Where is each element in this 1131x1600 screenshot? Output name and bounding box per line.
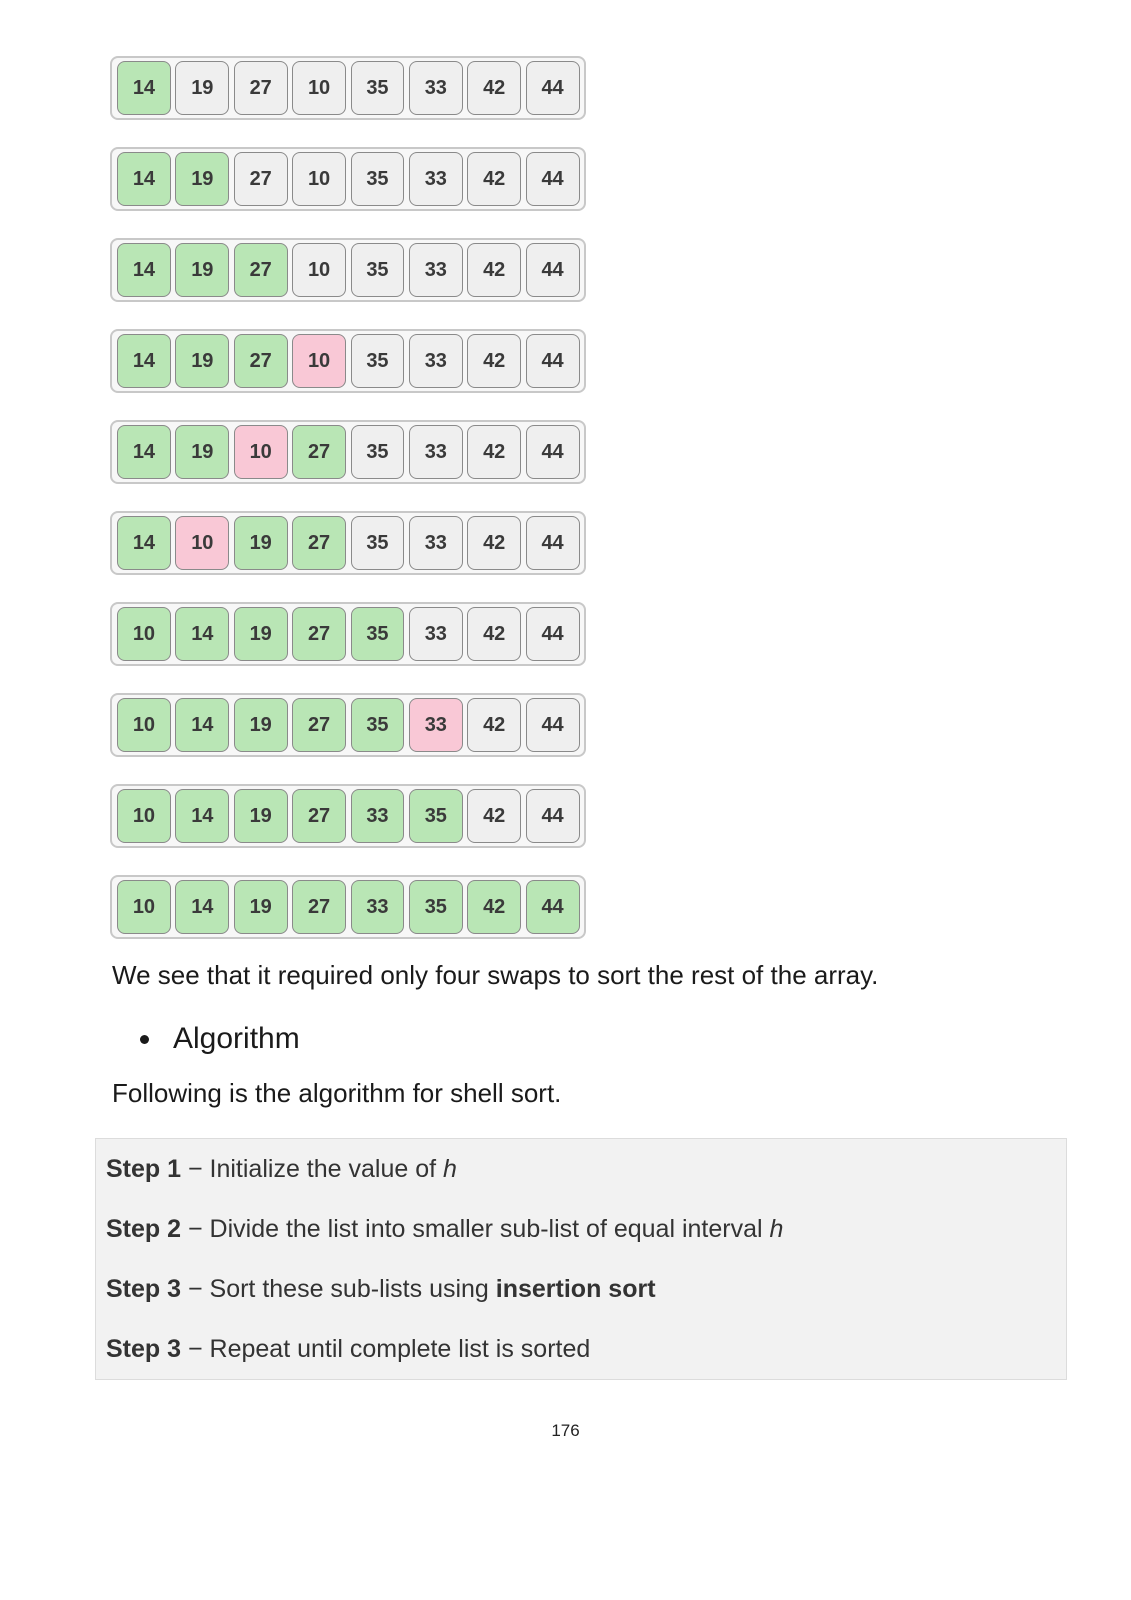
array-cell: 33 <box>409 607 463 661</box>
array-cell: 42 <box>467 880 521 934</box>
array-cell: 19 <box>175 243 229 297</box>
step-4-label: Step 3 <box>106 1335 182 1363</box>
array-cell: 33 <box>409 516 463 570</box>
step-4-text: Repeat until complete list is sorted <box>209 1335 591 1363</box>
array-row <box>110 420 586 484</box>
array-cell: 14 <box>175 698 229 752</box>
array-cell: 33 <box>409 152 463 206</box>
array-cell: 19 <box>234 698 288 752</box>
array-cell: 10 <box>117 789 171 843</box>
array-cell: 19 <box>175 334 229 388</box>
array-cell: 10 <box>117 698 171 752</box>
array-cell: 42 <box>467 61 521 115</box>
array-cell: 42 <box>467 607 521 661</box>
array-cell: 10 <box>175 516 229 570</box>
summary-paragraph: We see that it required only four swaps to sort the rest of the array. <box>112 960 879 990</box>
array-cell: 14 <box>117 334 171 388</box>
array-cell: 27 <box>292 516 346 570</box>
array-cell: 10 <box>292 334 346 388</box>
array-cell: 33 <box>351 880 405 934</box>
array-cell: 44 <box>526 425 580 479</box>
page-number: 176 <box>551 1421 580 1440</box>
array-cell: 33 <box>409 698 463 752</box>
array-cell: 33 <box>409 243 463 297</box>
step-1-label: Step 1 <box>106 1155 182 1183</box>
step-1-text: Initialize the value of <box>209 1155 444 1183</box>
array-cell: 44 <box>526 880 580 934</box>
array-cell: 35 <box>351 152 405 206</box>
array-cell: 19 <box>175 425 229 479</box>
array-row <box>110 693 586 757</box>
array-cell: 10 <box>117 880 171 934</box>
array-cell: 33 <box>409 334 463 388</box>
step-3-separator: − <box>181 1275 210 1303</box>
step-4-separator: − <box>181 1335 210 1363</box>
array-cell: 44 <box>526 607 580 661</box>
array-cell: 35 <box>351 61 405 115</box>
array-cell: 42 <box>467 152 521 206</box>
array-row <box>110 875 586 939</box>
array-cell: 44 <box>526 152 580 206</box>
array-cell: 27 <box>292 698 346 752</box>
step-3 <box>106 1267 1056 1327</box>
array-row <box>110 238 586 302</box>
array-cell: 42 <box>467 516 521 570</box>
step-3-label: Step 3 <box>106 1275 182 1303</box>
step-1 <box>106 1147 1056 1207</box>
array-cell: 14 <box>175 789 229 843</box>
array-cell: 35 <box>351 243 405 297</box>
array-cell: 14 <box>117 516 171 570</box>
array-cell: 19 <box>175 152 229 206</box>
step-1-variable: h <box>443 1155 457 1183</box>
array-cell: 27 <box>234 61 288 115</box>
step-2-variable: h <box>769 1215 784 1243</box>
array-cell: 44 <box>526 789 580 843</box>
array-cell: 14 <box>117 152 171 206</box>
array-cell: 10 <box>292 243 346 297</box>
array-row <box>110 511 586 575</box>
array-cell: 27 <box>234 334 288 388</box>
array-cell: 42 <box>467 243 521 297</box>
array-cell: 35 <box>351 425 405 479</box>
array-cell: 33 <box>409 425 463 479</box>
array-cell: 27 <box>292 880 346 934</box>
array-cell: 35 <box>409 789 463 843</box>
array-cell: 35 <box>351 334 405 388</box>
step-4 <box>106 1327 1056 1387</box>
step-2 <box>106 1207 1056 1267</box>
array-cell: 44 <box>526 334 580 388</box>
array-cell: 19 <box>234 516 288 570</box>
algorithm-steps-box <box>95 1138 1067 1380</box>
array-cell: 33 <box>351 789 405 843</box>
step-3-emphasis: insertion sort <box>495 1275 656 1303</box>
array-cell: 35 <box>409 880 463 934</box>
step-3-text: Sort these sub-lists using <box>209 1275 496 1303</box>
array-cell: 27 <box>292 789 346 843</box>
array-illustration <box>110 56 586 966</box>
array-cell: 27 <box>292 607 346 661</box>
array-cell: 14 <box>117 243 171 297</box>
array-cell: 35 <box>351 698 405 752</box>
array-cell: 44 <box>526 698 580 752</box>
algorithm-bullet <box>140 1022 300 1056</box>
array-row <box>110 784 586 848</box>
array-row <box>110 147 586 211</box>
array-cell: 42 <box>467 334 521 388</box>
array-cell: 19 <box>234 789 288 843</box>
intro-paragraph: Following is the algorithm for shell sort. <box>112 1078 562 1108</box>
array-cell: 42 <box>467 789 521 843</box>
array-cell: 10 <box>292 152 346 206</box>
algorithm-heading: Algorithm <box>173 1022 300 1055</box>
array-cell: 42 <box>467 698 521 752</box>
array-cell: 10 <box>117 607 171 661</box>
array-cell: 14 <box>175 880 229 934</box>
array-cell: 19 <box>234 607 288 661</box>
array-cell: 44 <box>526 61 580 115</box>
array-cell: 44 <box>526 243 580 297</box>
array-cell: 27 <box>234 243 288 297</box>
array-cell: 27 <box>292 425 346 479</box>
array-cell: 27 <box>234 152 288 206</box>
array-row <box>110 56 586 120</box>
array-cell: 14 <box>117 61 171 115</box>
array-cell: 33 <box>409 61 463 115</box>
array-cell: 14 <box>117 425 171 479</box>
array-cell: 42 <box>467 425 521 479</box>
bullet-dot-icon <box>140 1035 149 1044</box>
step-2-label: Step 2 <box>106 1215 182 1243</box>
array-cell: 35 <box>351 607 405 661</box>
array-cell: 44 <box>526 516 580 570</box>
array-cell: 19 <box>234 880 288 934</box>
step-2-separator: − <box>181 1215 210 1243</box>
array-cell: 14 <box>175 607 229 661</box>
array-cell: 10 <box>292 61 346 115</box>
array-row <box>110 602 586 666</box>
array-cell: 35 <box>351 516 405 570</box>
array-cell: 19 <box>175 61 229 115</box>
step-2-text: Divide the list into smaller sub-list of equal interval <box>209 1215 770 1243</box>
array-cell: 10 <box>234 425 288 479</box>
array-row <box>110 329 586 393</box>
step-1-separator: − <box>181 1155 210 1183</box>
